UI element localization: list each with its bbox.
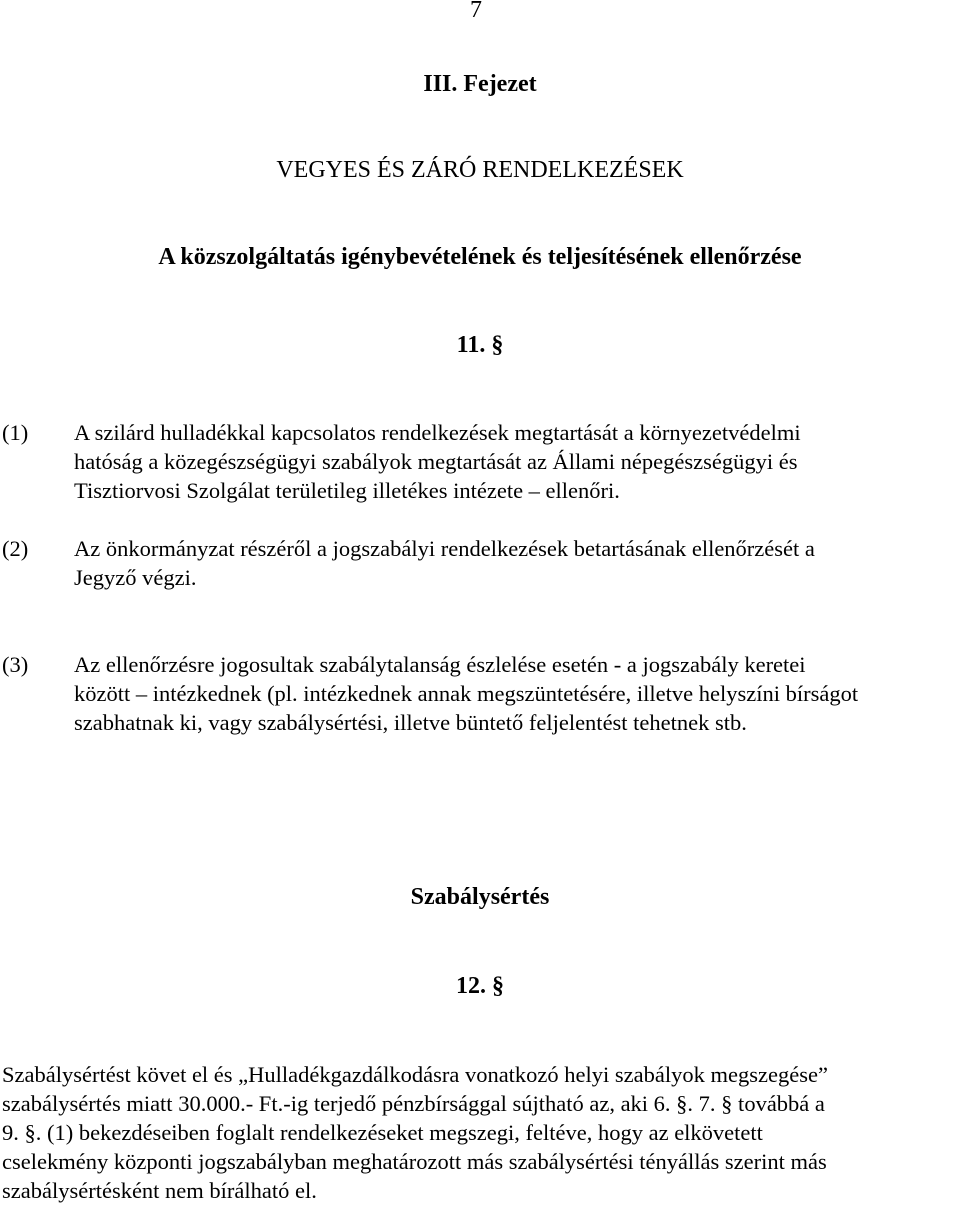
szabalysertes-line-5: szabálysértésként nem bírálható el. bbox=[2, 1178, 317, 1203]
item-2-line-2: Jegyző végzi. bbox=[74, 565, 197, 590]
item-1-line-2: hatóság a közegészségügyi szabályok megtartását az Állami népegészségügyi és bbox=[74, 449, 798, 474]
szabalysertes-line-1: Szabálysértést követ el és „Hulladékgazdálkodásra vonatkozó helyi szabályok megszegése” bbox=[2, 1062, 828, 1087]
paragraph-12-label: 12. § bbox=[456, 973, 504, 999]
item-3-line-3: szabhatnak ki, vagy szabálysértési, illetve büntető feljelentést tehetnek stb. bbox=[74, 710, 747, 735]
item-1-number: (1) bbox=[2, 420, 29, 445]
page-number: 7 bbox=[470, 0, 482, 23]
item-3-line-2: között – intézkednek (pl. intézkednek annak megszüntetésére, illetve helyszíni bírságot bbox=[74, 681, 859, 706]
item-3-line-1: Az ellenőrzésre jogosultak szabálytalanság észlelése esetén - a jogszabály keretei bbox=[74, 652, 806, 677]
item-2-line-1: Az önkormányzat részéről a jogszabályi rendelkezések betartásának ellenőrzését a bbox=[74, 536, 815, 561]
item-2-number: (2) bbox=[2, 536, 29, 561]
paragraph-11-label: 11. § bbox=[456, 332, 504, 358]
szabalysertes-line-4: cselekmény központi jogszabályban meghatározott más szabálysértési tényállás szerint más bbox=[2, 1149, 827, 1174]
item-1-line-1: A szilárd hulladékkal kapcsolatos rendelkezések megtartását a környezetvédelmi bbox=[74, 420, 801, 445]
szabalysertes-heading: Szabálysértés bbox=[410, 884, 550, 910]
szabalysertes-line-3: 9. §. (1) bekezdéseiben foglalt rendelkezéseket megszegi, feltéve, hogy az elkövetett bbox=[2, 1120, 763, 1145]
chapter-title: VEGYES ÉS ZÁRÓ RENDELKEZÉSEK bbox=[276, 157, 684, 183]
chapter-label: III. Fejezet bbox=[423, 71, 537, 97]
item-1-line-3: Tisztiorvosi Szolgálat területileg illetékes intézete – ellenőri. bbox=[74, 478, 620, 503]
section-heading: A közszolgáltatás igénybevételének és teljesítésének ellenőrzése bbox=[158, 244, 802, 270]
item-3-number: (3) bbox=[2, 652, 29, 677]
szabalysertes-line-2: szabálysértés miatt 30.000.- Ft.-ig terjedő pénzbírsággal sújtható az, aki 6. §. 7. § továbbá a bbox=[2, 1091, 825, 1116]
